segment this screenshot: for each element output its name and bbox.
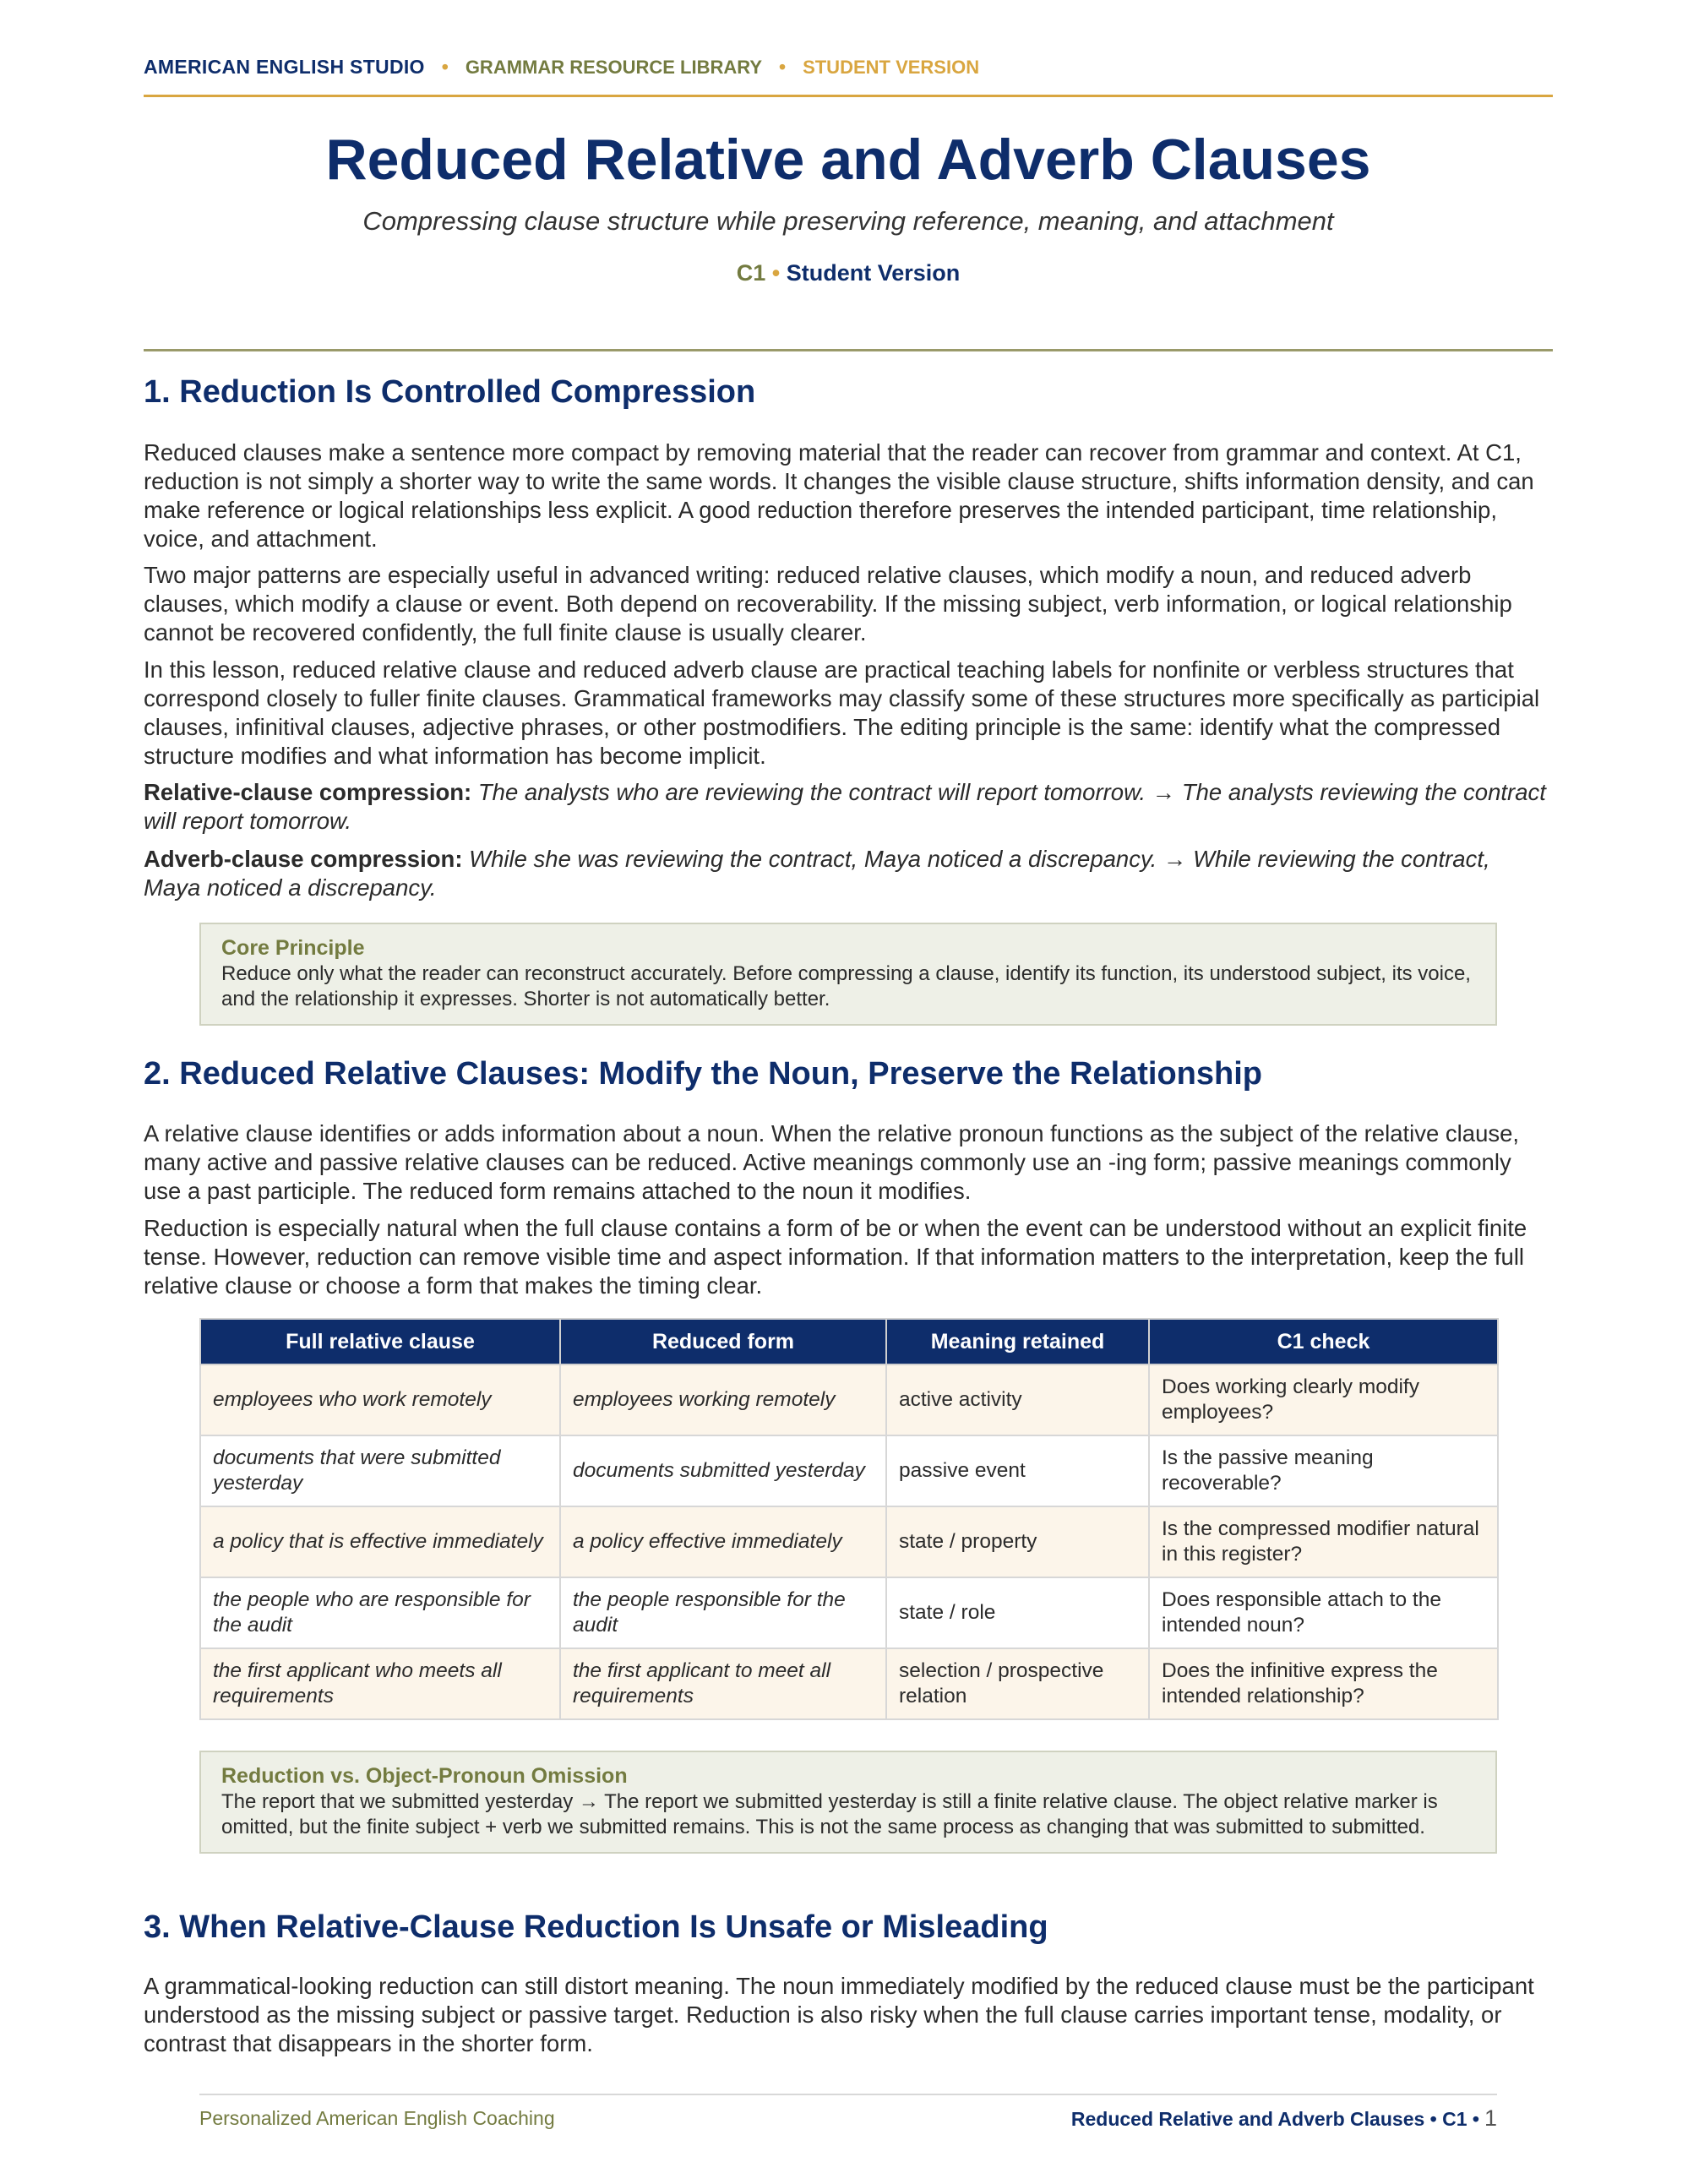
level-dot: •: [771, 260, 781, 286]
callout-text: The report that we submitted yesterday → The report we submitted yesterday is still a finite relative clause. The object relative marker is omitted, but the finite subject + verb we submitted remains. This is not the same process as changing that was submitted to submitted.: [221, 1790, 1438, 1838]
relative-clause-table: [199, 1318, 1499, 1720]
callout-title: Core Principle: [221, 936, 365, 960]
table-header-cell: Reduced form: [560, 1319, 886, 1364]
page-number: 1: [1484, 2105, 1497, 2131]
table-cell: the first applicant to meet all requirements: [560, 1648, 886, 1719]
section-2-heading: 2. Reduced Relative Clauses: Modify the Noun, Preserve the Relationship: [144, 1056, 1263, 1092]
table-cell: documents submitted yesterday: [560, 1435, 886, 1506]
example-relative-text: The analysts who are reviewing the contract will report tomorrow. → The analysts reviewing the contract will report tomorrow.: [144, 779, 1546, 834]
table-cell: a policy effective immediately: [560, 1506, 886, 1577]
section-1-heading: 1. Reduction Is Controlled Compression: [144, 374, 756, 410]
table-header-cell: C1 check: [1149, 1319, 1498, 1364]
section-2-paragraph-2: Reduction is especially natural when the full clause contains a form of be or when the event can be understood without an explicit finite tense. However, reduction can remove visible time and aspect information. If that information matters to the interpretation, keep the full relative clause or choose a form that makes the timing clear.: [144, 1215, 1527, 1299]
section-3-paragraph-1: A grammatical-looking reduction can still distort meaning. The noun immediately modified by the reduced clause must be the participant understood as the missing subject or passive target. Reduction is also risky when the full clause carries important tense, modality, or contrast that disappears in the shorter form.: [144, 1973, 1534, 2056]
level-label: Student Version: [786, 260, 961, 286]
callout-title: Reduction vs. Object-Pronoun Omission: [221, 1764, 628, 1788]
table-cell: selection / prospective relation: [886, 1648, 1149, 1719]
table-header-cell: Meaning retained: [886, 1319, 1149, 1364]
callout-text: Reduce only what the reader can reconstruct accurately. Before compressing a clause, identify its function, its understood subject, its voice, and the relationship it expresses. Shorter is not automatically better.: [221, 962, 1471, 1010]
header-bar: [144, 56, 1553, 97]
level-code: C1: [736, 260, 766, 286]
section-1-paragraph-3: In this lesson, reduced relative clause and reduced adverb clause are practical teaching labels for nonfinite or verbless structures that correspond closely to fuller finite clauses. Grammatical frameworks may classify some of these structures more specifically as participial clauses, infinitival clauses, adjective phrases, or other postmodifiers. The editing principle is the same: identify what the compressed structure modifies and what information has become implicit.: [144, 656, 1540, 769]
table-header-cell: Full relative clause: [200, 1319, 560, 1364]
table-cell: state / property: [886, 1506, 1149, 1577]
table-cell: the first applicant who meets all requirements: [200, 1648, 560, 1719]
table-cell: passive event: [886, 1435, 1149, 1506]
core-principle-callout: [199, 923, 1497, 1026]
table-header-row: [200, 1319, 1498, 1364]
table-cell: documents that were submitted yesterday: [200, 1435, 560, 1506]
footer-right-text: Reduced Relative and Adverb Clauses • C1 •: [1070, 2108, 1479, 2130]
section-1-paragraph-1: Reduced clauses make a sentence more compact by removing material that the reader can recover from grammar and context. At C1, reduction is not simply a shorter way to write the same words. It changes the visible clause structure, shifts information density, and can make reference or logical relationships less explicit. A good reduction therefore preserves the intended participant, time relationship, voice, and attachment.: [144, 439, 1534, 552]
footer-left-text: Personalized American English Coaching: [199, 2107, 555, 2129]
brand-name: AMERICAN ENGLISH STUDIO: [144, 56, 425, 78]
footer-right: [1071, 2105, 1497, 2132]
table-cell: state / role: [886, 1577, 1149, 1648]
section-3-heading: 3. When Relative-Clause Reduction Is Unsafe or Misleading: [144, 1909, 1048, 1945]
table-row: [200, 1506, 1498, 1577]
page-footer: [199, 2094, 1497, 2138]
table-cell: employees who work remotely: [200, 1364, 560, 1435]
table-cell: Is the passive meaning recoverable?: [1149, 1435, 1498, 1506]
table-row: [200, 1648, 1498, 1719]
title-divider: [144, 349, 1553, 351]
level-line: [144, 260, 1553, 286]
page-subtitle: Compressing clause structure while preserving reference, meaning, and attachment: [362, 206, 1334, 236]
table-cell: active activity: [886, 1364, 1149, 1435]
example-adverb-text: While she was reviewing the contract, Maya noticed a discrepancy. → While reviewing the contract, Maya noticed a discrepancy.: [144, 846, 1490, 901]
table-cell: employees working remotely: [560, 1364, 886, 1435]
table-cell: Does the infinitive express the intended relationship?: [1149, 1648, 1498, 1719]
library-label: GRAMMAR RESOURCE LIBRARY: [465, 57, 762, 78]
header-separator: •: [779, 56, 787, 78]
table-cell: Is the compressed modifier natural in this register?: [1149, 1506, 1498, 1577]
table-cell: Does responsible attach to the intended noun?: [1149, 1577, 1498, 1648]
example-relative-label: Relative-clause compression:: [144, 779, 472, 805]
header-separator: •: [441, 56, 449, 78]
version-label: STUDENT VERSION: [803, 57, 980, 78]
example-adverb-label: Adverb-clause compression:: [144, 846, 463, 872]
table-row: [200, 1364, 1498, 1435]
section-1-paragraph-2: Two major patterns are especially useful in advanced writing: reduced relative clauses, which modify a noun, and reduced adverb clauses, which modify a clause or event. Both depend on recoverability. If the missing subject, verb information, or logical relationship cannot be recovered confidently, the full finite clause is usually clearer.: [144, 562, 1512, 645]
table-cell: the people responsible for the audit: [560, 1577, 886, 1648]
table-cell: Does working clearly modify employees?: [1149, 1364, 1498, 1435]
table-row: [200, 1577, 1498, 1648]
page-title: Reduced Relative and Adverb Clauses: [325, 128, 1371, 192]
section-2-paragraph-1: A relative clause identifies or adds information about a noun. When the relative pronoun functions as the subject of the relative clause, many active and passive relative clauses can be reduced. Active meanings commonly use an -ing form; passive meanings commonly use a past participle. The reduced form remains attached to the noun it modifies.: [144, 1120, 1520, 1204]
table-cell: the people who are responsible for the audit: [200, 1577, 560, 1648]
example-relative: [144, 778, 1553, 836]
table-row: [200, 1435, 1498, 1506]
example-adverb: [144, 845, 1553, 902]
object-omission-callout: [199, 1751, 1497, 1854]
table-cell: a policy that is effective immediately: [200, 1506, 560, 1577]
